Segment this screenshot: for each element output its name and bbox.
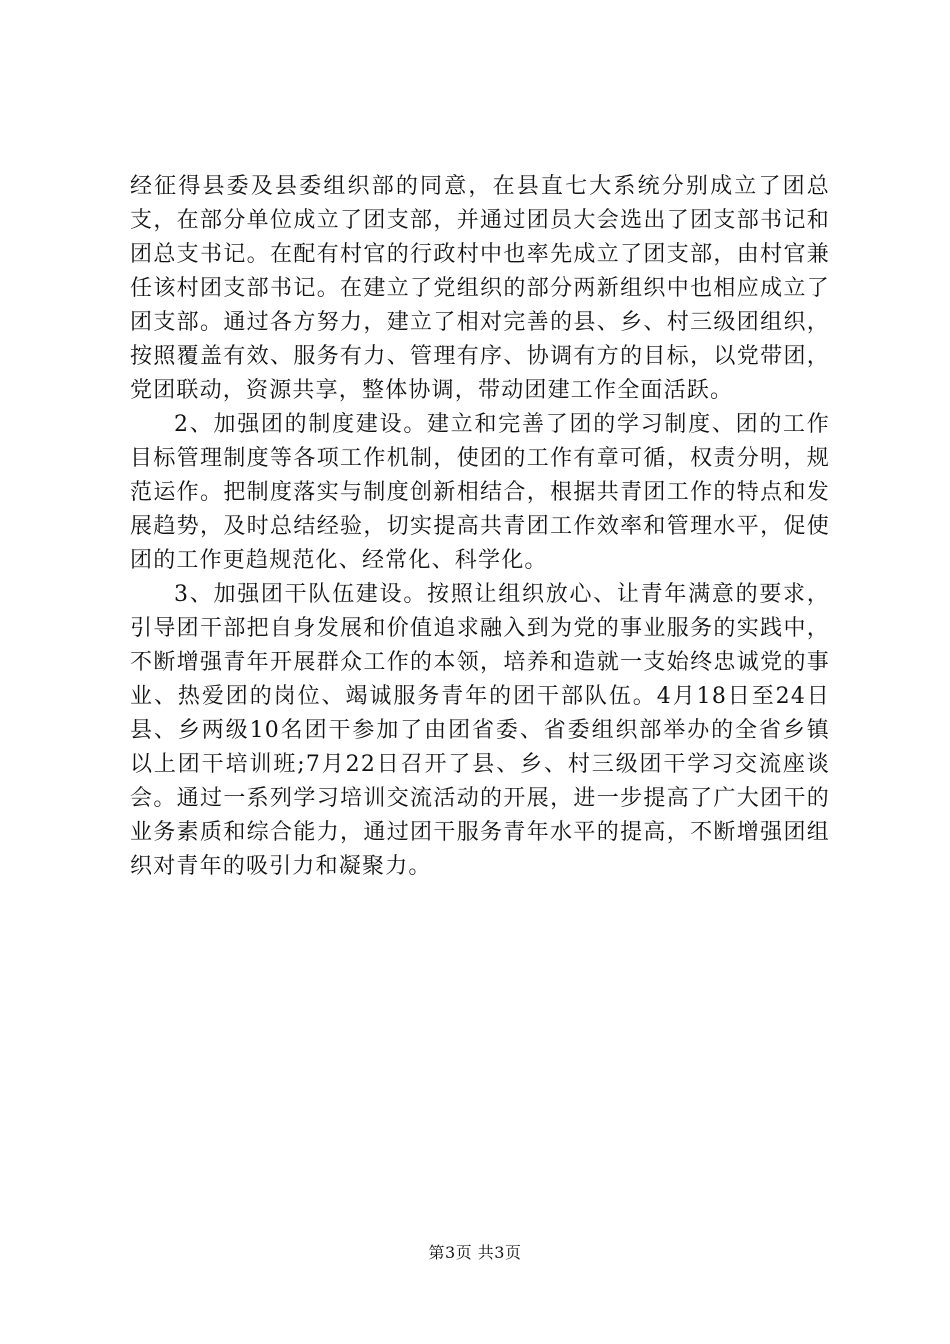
paragraph-system-building: 2、加强团的制度建设。建立和完善了团的学习制度、团的工作目标管理制度等各项工作机制，使团的工作有章可循，权责分明，规范运作。把制度落实与制度创新相结合，根据共青团工作的特点和发展趋势，及时总结经验，切实提高共青团工作效率和管理水平，促使团的工作更趋规范化、经常化、科学化。 <box>130 412 830 573</box>
document-body <box>130 170 830 884</box>
paragraph-continuation: 经征得县委及县委组织部的同意，在县直七大系统分别成立了团总支，在部分单位成立了团支部，并通过团员大会选出了团支部书记和团总支书记。在配有村官的行政村中也率先成立了团支部，由村官兼任该村团支部书记。在建立了党组织的部分两新组织中也相应成立了团支部。通过各方努力，建立了相对完善的县、乡、村三级团组织，按照覆盖有效、服务有力、管理有序、协调有方的目标，以党带团，党团联动，资源共享，整体协调，带动团建工作全面活跃。 <box>130 174 830 403</box>
page-number-footer: 第3页 共3页 <box>428 1243 522 1262</box>
paragraph-cadre-building: 3、加强团干队伍建设。按照让组织放心、让青年满意的要求，引导团干部把自身发展和价值追求融入到为党的事业服务的实践中，不断增强青年开展群众工作的本领，培养和造就一支始终忠诚党的事业、热爱团的岗位、竭诚服务青年的团干部队伍。4月18日至24日县、乡两级10名团干参加了由团省委、省委组织部举办的全省乡镇以上团干培训班;7月22日召开了县、乡、村三级团干学习交流座谈会。通过一系列学习培训交流活动的开展，进一步提高了广大团干的业务素质和综合能力，通过团干服务青年水平的提高，不断增强团组织对青年的吸引力和凝聚力。 <box>130 582 830 879</box>
